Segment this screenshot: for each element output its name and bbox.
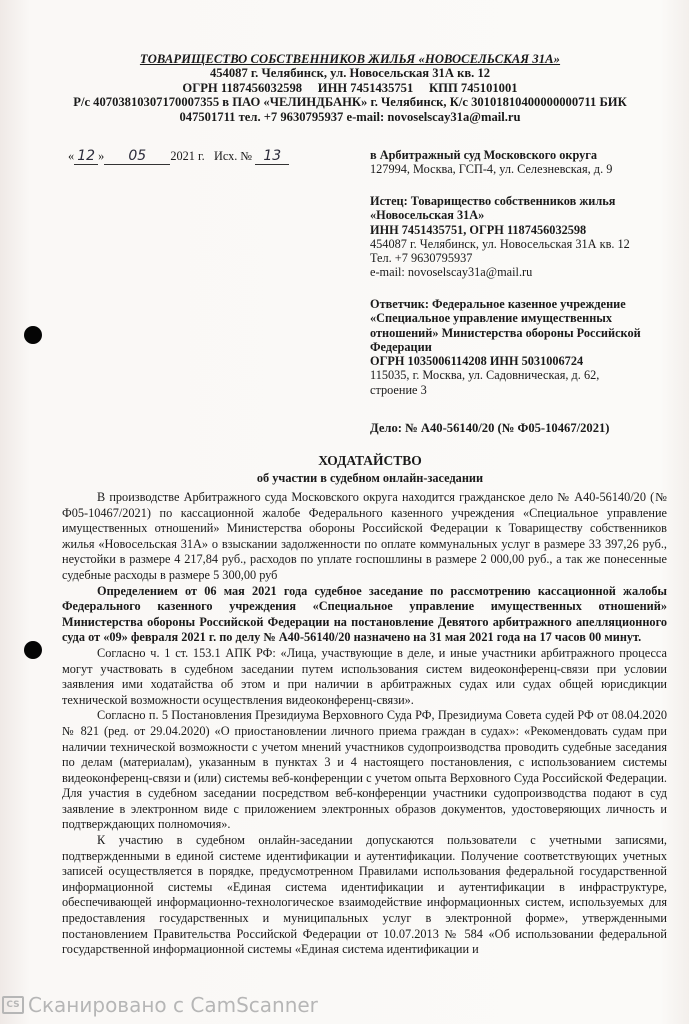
handwritten-day: 12 [74,148,98,165]
punch-hole-mark [24,326,42,344]
court-block [370,148,670,177]
handwritten-outgoing-number: 13 [255,148,289,165]
camscanner-logo-icon: CS [2,996,24,1014]
plaintiff-email: e-mail: novoselscay31a@mail.ru [370,265,533,280]
court-address: 127994, Москва, ГСП-4, ул. Селезневская, д. 9 [370,162,613,177]
year: 2021 г. [170,149,205,163]
paragraph-supreme-court-resolution: Согласно п. 5 Постановления Президиума Верховного Суда РФ, Президиума Совета судей РФ от 08.04.2020 № 821 (ред. от 29.04.2020) «О приостановлении личного приема граждан в судах»: «Рекомендовать судам при наличии технической возможности с учетом мнений участников судопроизводства проводить судебные заседания по делам (материалам), указанным в пунктах 3 и 4 настоящего постановления, с использованием системы видеоконференц-связи и (или) системы веб-конференции с учетом опыта Верховного Суда Российской Федерации. Для участия в судебном заседании посредством веб-конференции участники судопроизводства подают в суд заявление в электронном виде с приложением электронных образов документов, удостоверяющих личность и подтверждающих полномочия». [62,708,667,832]
plaintiff-address: 454087 г. Челябинск, ул. Новосельская 31А кв. 12 [370,236,630,251]
punch-hole-mark [24,641,42,659]
defendant-ids: ОГРН 1035006114208 ИНН 5031006724 [370,354,584,369]
organization-name: ТОВАРИЩЕСТВО СОБСТВЕННИКОВ ЖИЛЬЯ «НОВОСЕЛЬСКАЯ 31А» [139,52,561,66]
handwritten-month: 05 [104,148,170,165]
organization-bank-details: Р/с 40703810307170007355 в ПАО «ЧЕЛИНДБАНК» г. Челябинск, К/с 30101810400000000711 БИК [73,95,627,110]
quote-close: » [98,149,105,163]
document-title-block [60,453,680,486]
paragraph-hearing-date: Определением от 06 мая 2021 года судебное заседание по рассмотрению кассационной жалобы Федерального казенного учреждения «Специальное управление имущественных отношений» Министерства обороны Российской Федерации на постановление Девятого арбитражного апелляционного суда от «09» февраля 2021 г. по делу № А40-56140/20 назначено на 31 мая 2021 года на 17 часов 00 минут. [62,583,667,645]
paragraph-apk-article: Согласно ч. 1 ст. 153.1 АПК РФ: «Лица, участвующие в деле, и иные участники арбитражного процесса могут участвовать в судебном заседании путем использования систем видеоконференц-связи при условии заявления ими ходатайства об этом и при наличии в арбитражных судах или судах общей юрисдикции технической возможности осуществления видеоконференц-связи». [62,645,667,707]
organization-address: 454087 г. Челябинск, ул. Новосельская 31А кв. 12 [209,66,491,81]
letterhead [60,52,640,124]
camscanner-watermark [2,993,318,1017]
plaintiff-phone: Тел. +7 9630795937 [370,251,473,266]
organization-contacts: 047501711 тел. +7 9630795937 e-mail: novoselscay31a@mail.ru [179,109,521,124]
quote-open: « [68,149,75,163]
outgoing-label: Исх. № [213,149,253,163]
plaintiff-ids: ИНН 7451435751, ОГРН 1187456032598 [370,222,587,237]
court-name: в Арбитражный суд Московского округа [370,148,597,162]
defendant-name: Ответчик: Федеральное казенное учреждение «Специальное управление имущественных отношений» Министерства обороны Российской Федерации [370,297,641,354]
defendant-address: 115035, г. Москва, ул. Садовническая, д. 62, строение 3 [370,368,600,397]
paragraph-case-description: В производстве Арбитражного суда Московского округа находится гражданское дело № А40-56140/20 (№ Ф05-10467/2021) по кассационной жалобе Федерального казенного учреждения «Специальное управление имущественных отношений» Министерства обороны Российской Федерации к Товариществу собственников жилья «Новосельская 31А» о взыскании задолженности по оплате коммунальных услуг в размере 33 397,26 руб., неустойки в размере 4 217,84 руб., расходов по уплате госпошлины в размере 2 000,00 руб., а так же понесенные судебные расходы в размере 5 300,00 руб [62,490,667,582]
document-subtitle: об участии в судебном онлайн-заседании [256,471,484,485]
plaintiff-block [370,194,670,280]
document-title: ХОДАТАЙСТВО [318,453,422,468]
paragraph-online-participation: К участию в судебном онлайн-заседании допускаются пользователи с учетными записями, подтвержденными в единой системе идентификации и аутентификации. Получение соответствующих учетных записей осуществляется в порядке, предусмотренном Правилами использования федеральной государственной информационной системы «Единая система идентификации и аутентификации в инфраструктуре, обеспечивающей информационно-технологическое взаимодействие информационных систем, используемых для предоставления государственных и муниципальных услуг в электронной форме», утвержденными постановлением Правительства Российской Федерации от 10.07.2013 № 584 «Об использовании федеральной государственной информационной системы «Единая система идентификации и [62,833,667,957]
defendant-block [370,297,670,397]
date-and-outgoing-number [68,148,289,165]
plaintiff-name: Истец: Товарищество собственников жилья «Новосельская 31А» [370,194,616,223]
document-body [62,490,667,958]
organization-registration: ОГРН 1187456032598 ИНН 7451435751 КПП 745101001 [182,80,518,95]
watermark-text: Сканировано с CamScanner [28,993,318,1017]
case-number: Дело: № А40-56140/20 (№ Ф05-10467/2021) [370,421,610,435]
